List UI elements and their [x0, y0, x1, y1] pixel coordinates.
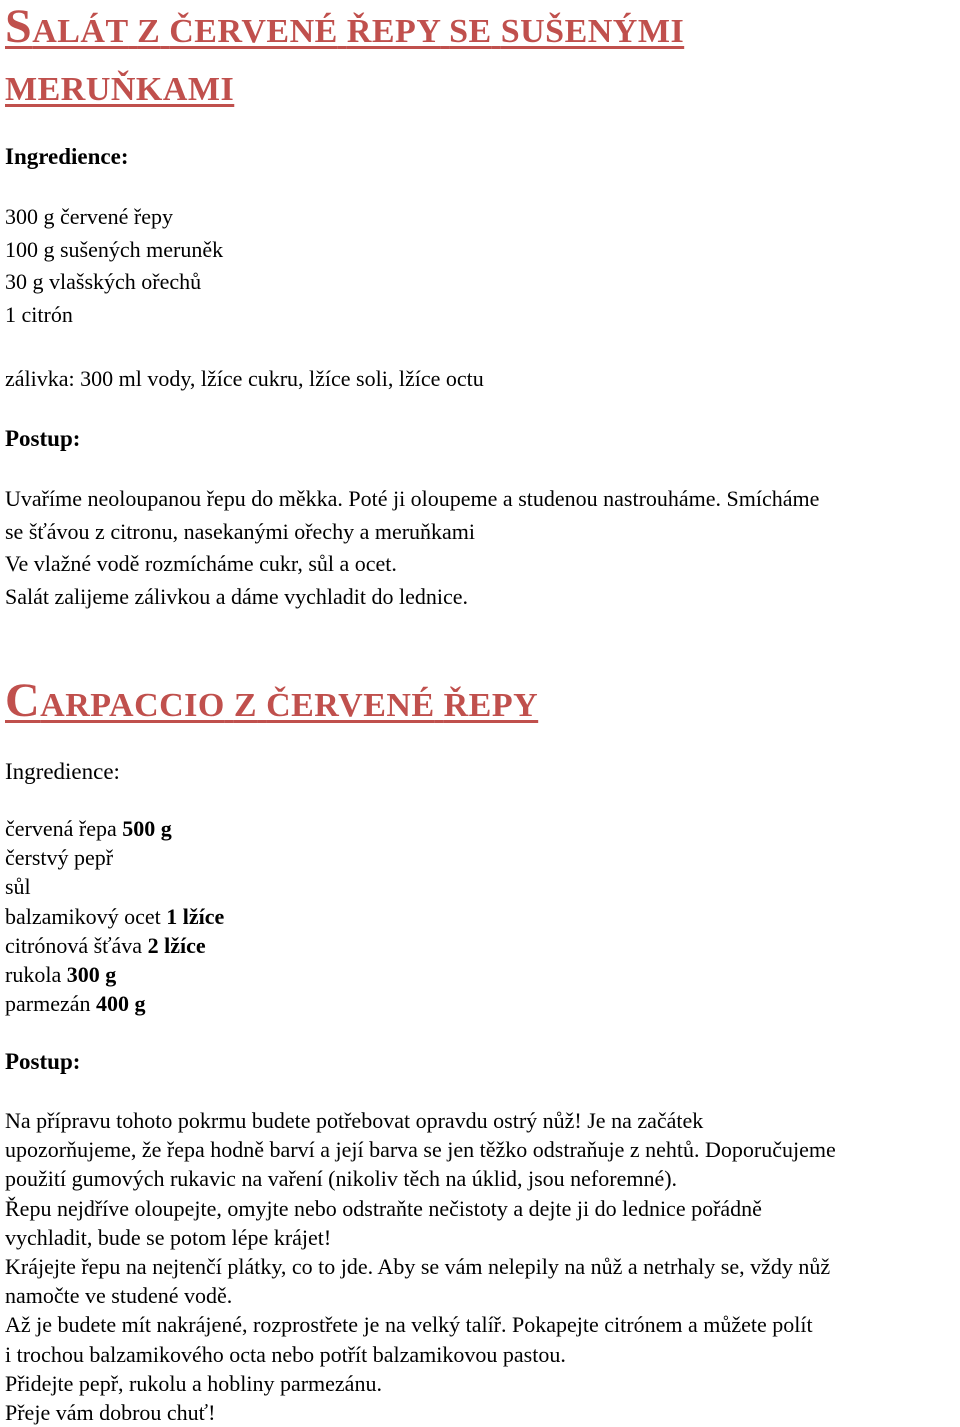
- method-line: vychladit, bude se potom lépe krájet!: [5, 1224, 332, 1250]
- recipe1-method: [5, 483, 819, 613]
- recipe2-ingredients-list: [5, 814, 224, 1018]
- method-line: upozorňujeme, že řepa hodně barví a její barva se jen těžko odstraňuje z nehtů. Doporučujeme: [5, 1137, 836, 1163]
- ingredient-amount: 1 lžíce: [166, 903, 225, 929]
- method-line: Přidejte pepř, rukolu a hobliny parmezánu.: [5, 1370, 382, 1396]
- recipe2-title-line: CARPACCIO Z ČERVENÉ ŘEPY: [5, 674, 539, 727]
- ingredient-name: červená řepa: [5, 816, 117, 841]
- recipe1-title: [5, 0, 905, 119]
- ingredient-item: [5, 872, 224, 901]
- ingredient-item: [5, 843, 224, 872]
- recipe1-ingredients-heading: Ingredience:: [5, 144, 129, 169]
- ingredient-name: rukola: [5, 962, 62, 988]
- recipe1-title-line2: MERUŇKAMI: [5, 71, 235, 108]
- method-line: namočte ve studené vodě.: [5, 1283, 233, 1309]
- recipe1-method-heading: Postup:: [5, 426, 81, 451]
- method-line: Salát zalijeme zálivkou a dáme vychladit do lednice.: [5, 583, 469, 609]
- ingredient-amount: 400 g: [96, 991, 146, 1017]
- method-line: použití gumových rukavic na vaření (nikoliv těch na úklid, jsou neforemné).: [5, 1166, 678, 1192]
- ingredient-item: [5, 902, 224, 931]
- recipe2-method: [5, 1106, 836, 1427]
- method-line: Řepu nejdříve oloupejte, omyjte nebo odstraňte nečistoty a dejte ji do lednice pořádně: [5, 1195, 762, 1221]
- ingredient-amount: 2 lžíce: [147, 932, 206, 958]
- ingredient-name: sůl: [5, 874, 31, 900]
- method-line: i trochou balzamikového octa nebo potřít balzamikovou pastou.: [5, 1341, 566, 1367]
- recipe1-dressing: zálivka: 300 ml vody, lžíce cukru, lžíce soli, lžíce octu: [5, 366, 484, 391]
- recipe1-ingredients-list: [5, 201, 223, 331]
- ingredient-name: parmezán: [5, 991, 91, 1017]
- ingredient-item: [5, 989, 224, 1018]
- recipe2-ingredients-heading: Ingredience:: [5, 759, 120, 784]
- ingredient-name: balzamikový ocet: [5, 903, 161, 929]
- method-line: Na přípravu tohoto pokrmu budete potřebovat opravdu ostrý nůž! Je na začátek: [5, 1108, 704, 1133]
- ingredient-amount: 300 g: [66, 962, 117, 988]
- ingredient-item: 30 g vlašských ořechů: [5, 269, 202, 294]
- ingredient-name: čerstvý pepř: [5, 845, 114, 871]
- recipe2-method-heading: Postup:: [5, 1049, 81, 1074]
- recipe2-title: [5, 672, 538, 735]
- ingredient-name: citrónová šťáva: [5, 932, 143, 958]
- method-line: Až je budete mít nakrájené, rozprostřete je na velký talíř. Pokapejte citrónem a můžete polít: [5, 1312, 813, 1338]
- ingredient-amount: 500 g: [122, 816, 172, 841]
- method-line: Krájejte řepu na nejtenčí plátky, co to jde. Aby se vám nelepily na nůž a netrhaly se, vždy nůž: [5, 1254, 831, 1280]
- ingredient-item: 300 g červené řepy: [5, 204, 173, 229]
- method-line: Přeje vám dobrou chuť!: [5, 1400, 216, 1426]
- ingredient-item: 1 citrón: [5, 301, 73, 327]
- recipe1-title-line1: SALÁT Z ČERVENÉ ŘEPY SE SUŠENÝMI: [5, 0, 685, 53]
- ingredient-item: 100 g sušených meruněk: [5, 236, 224, 262]
- method-line: Uvaříme neoloupanou řepu do měkka. Poté ji oloupeme a studenou nastrouháme. Smícháme: [5, 486, 820, 511]
- ingredient-item: [5, 931, 224, 960]
- ingredient-item: [5, 960, 224, 989]
- method-line: se šťávou z citronu, nasekanými ořechy a meruňkami: [5, 518, 476, 544]
- ingredient-item: [5, 814, 224, 843]
- method-line: Ve vlažné vodě rozmícháme cukr, sůl a ocet.: [5, 551, 397, 576]
